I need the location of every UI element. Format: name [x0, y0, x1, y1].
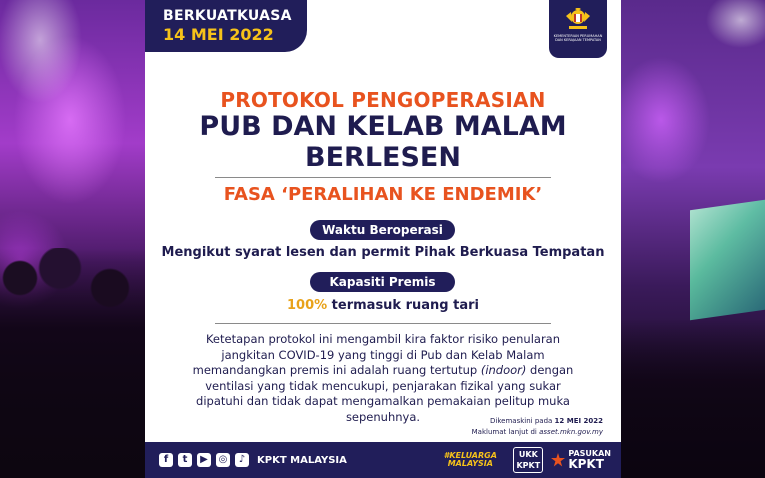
more-info-url: asset.mkn.gov.my	[539, 428, 603, 436]
operating-hours-label: Waktu Beroperasi	[310, 220, 455, 240]
rationale-paragraph	[185, 332, 581, 425]
rationale-italic: (indoor)	[480, 363, 527, 377]
footer-bar	[145, 442, 621, 478]
more-info-note	[472, 428, 603, 436]
capacity-percent: 100%	[286, 298, 328, 313]
coat-of-arms-icon	[563, 8, 593, 32]
poster	[145, 0, 621, 478]
pasukan-big: KPKT	[568, 457, 604, 471]
effective-date-badge	[145, 0, 307, 52]
pasukan-small: PASUKAN	[568, 449, 611, 458]
rationale-text-1: Ketetapan protokol ini mengambil kira faktor risiko penularan jangkitan COVID-19 yang tinggi di Pub dan Kelab Malam memandangkan premis ini adalah ruang tertutup	[192, 332, 561, 377]
ukk-kpkt-text: KPKT	[516, 461, 541, 470]
title-licensed: BERLESEN	[305, 142, 461, 173]
divider	[215, 323, 551, 324]
capacity-value	[145, 298, 621, 313]
ukk-text: UKK	[518, 450, 538, 459]
effective-date: 14 MEI 2022	[163, 25, 274, 44]
keluarga-malaysia-logo: #KELUARGA MALAYSIA	[443, 451, 497, 468]
instagram-icon[interactable]: ◎	[216, 453, 230, 467]
operating-hours-value: Mengikut syarat lesen dan permit Pihak Berkuasa Tempatan	[161, 245, 605, 260]
capacity-rest: termasuk ruang tari	[327, 298, 479, 313]
ministry-name: KEMENTERIAN PERUMAHAN DAN KERAJAAN TEMPATAN	[553, 34, 603, 42]
ukk-kpkt-logo	[513, 447, 543, 473]
facebook-icon[interactable]: f	[159, 453, 173, 467]
tiktok-icon[interactable]: ♪	[235, 453, 249, 467]
updated-date: 12 MEI 2022	[554, 417, 603, 425]
star-icon	[551, 453, 565, 467]
social-handle: KPKT MALAYSIA	[257, 454, 347, 466]
nightclub-photo-left	[0, 0, 145, 478]
updated-prefix: Dikemaskini pada	[490, 417, 555, 425]
effective-label: BERKUATKUASA	[163, 8, 292, 24]
divider	[215, 177, 551, 178]
more-prefix: Maklumat lanjut di	[471, 428, 540, 436]
twitter-icon[interactable]: t	[178, 453, 192, 467]
rationale-text-2: dengan ventilasi yang tidak mencukupi, penjarakan fizikal yang sukar dipatuhi dan tidak dapat mengamalkan pemakaian pelitup muka sepenuhnya.	[196, 363, 574, 424]
footer-logos	[435, 446, 611, 474]
updated-note	[490, 417, 603, 425]
youtube-icon[interactable]: ▶	[197, 453, 211, 467]
social-icons	[159, 453, 249, 467]
pasukan-kpkt-logo	[551, 450, 611, 470]
ministry-crest-badge	[549, 0, 607, 58]
title-protocol: PROTOKOL PENGOPERASIAN	[220, 88, 546, 112]
pasukan-text	[568, 450, 611, 470]
capacity-label: Kapasiti Premis	[310, 272, 455, 292]
title-venue: PUB DAN KELAB MALAM	[199, 111, 567, 142]
phase-heading: FASA ‘PERALIHAN KE ENDEMIK’	[223, 184, 543, 205]
led-screen	[690, 200, 765, 321]
